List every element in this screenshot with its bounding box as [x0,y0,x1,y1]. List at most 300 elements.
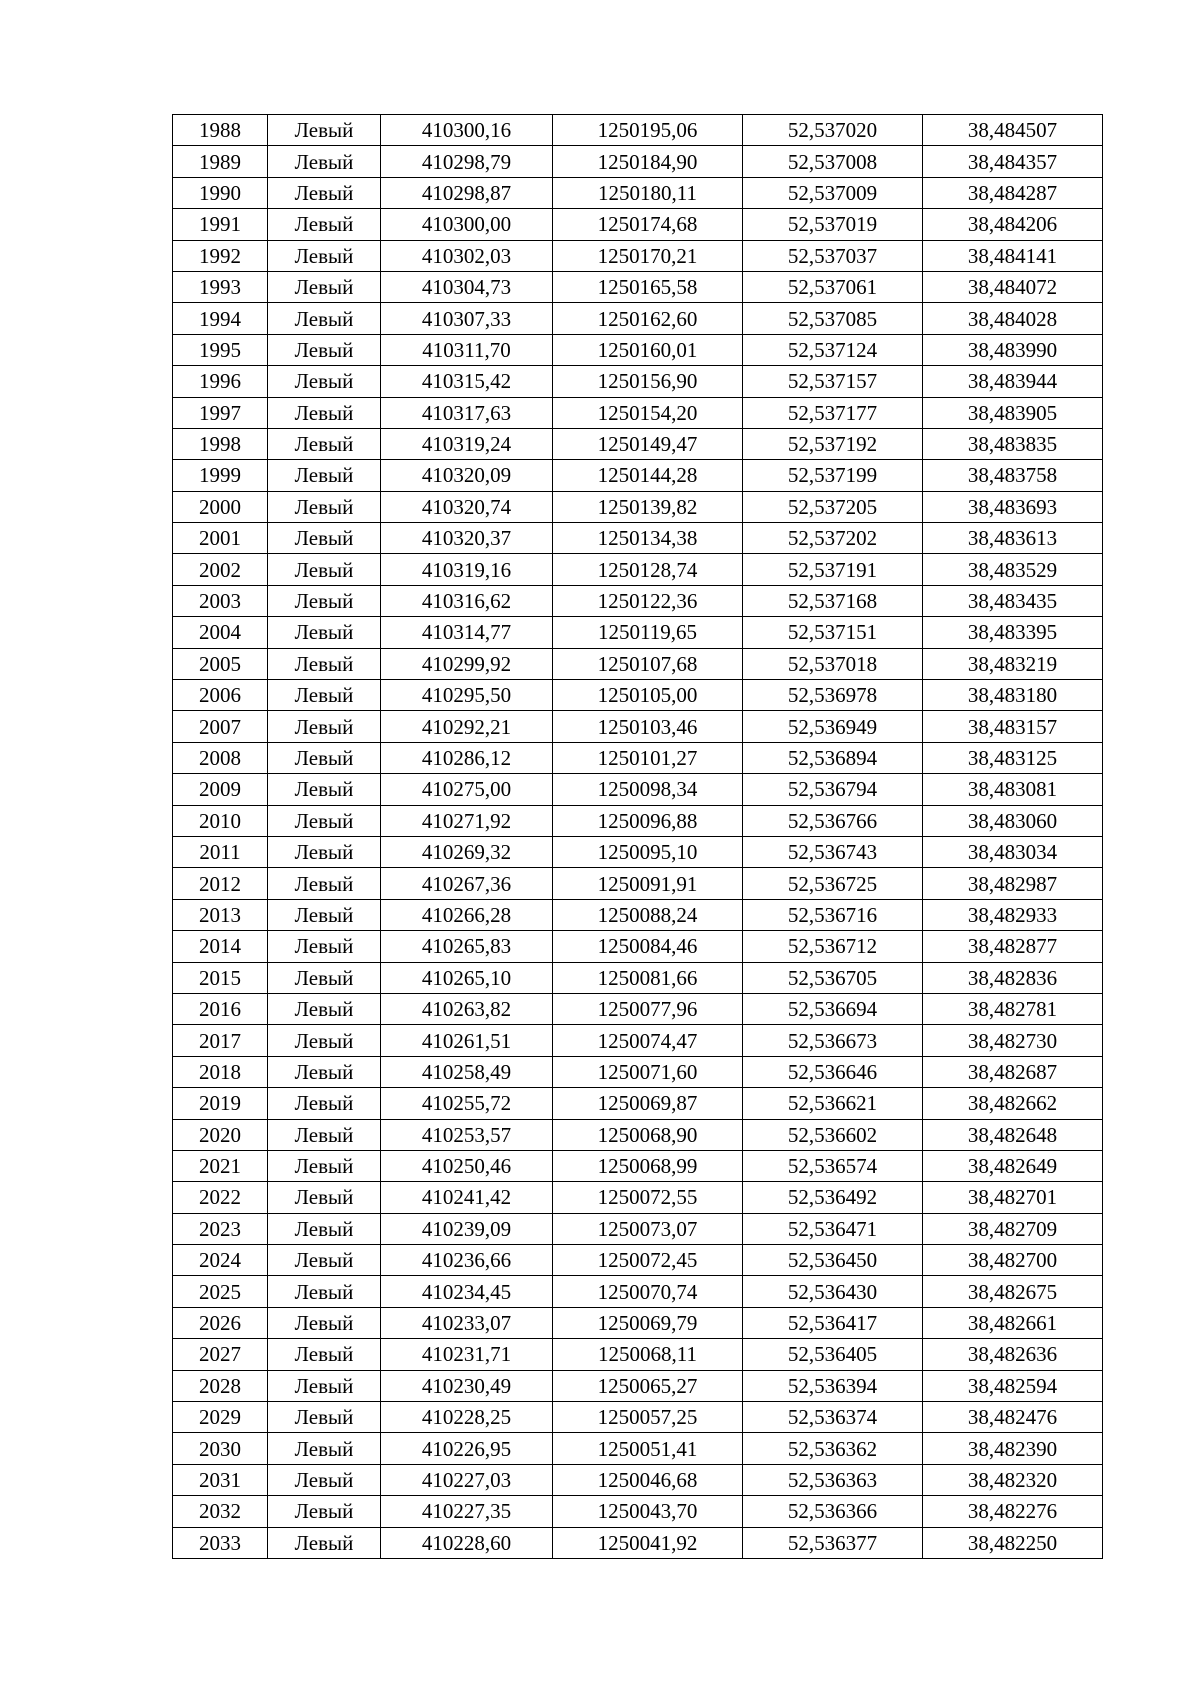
point-number-cell: 1993 [173,271,268,302]
longitude-cell: 38,482701 [923,1182,1103,1213]
longitude-cell: 38,483613 [923,523,1103,554]
point-number-cell: 2019 [173,1088,268,1119]
y-coordinate-cell: 1250051,41 [553,1433,743,1464]
table-row [173,868,1103,899]
longitude-cell: 38,483157 [923,711,1103,742]
point-number-cell: 1992 [173,240,268,271]
point-number-cell: 1988 [173,115,268,146]
y-coordinate-cell: 1250057,25 [553,1402,743,1433]
point-number-cell: 2017 [173,1025,268,1056]
side-cell: Левый [268,1150,381,1181]
x-coordinate-cell: 410320,74 [381,491,553,522]
longitude-cell: 38,483125 [923,742,1103,773]
longitude-cell: 38,482700 [923,1245,1103,1276]
y-coordinate-cell: 1250072,45 [553,1245,743,1276]
x-coordinate-cell: 410316,62 [381,585,553,616]
latitude-cell: 52,537177 [743,397,923,428]
point-number-cell: 2007 [173,711,268,742]
x-coordinate-cell: 410300,00 [381,209,553,240]
latitude-cell: 52,537037 [743,240,923,271]
side-cell: Левый [268,397,381,428]
longitude-cell: 38,483758 [923,460,1103,491]
table-row [173,1056,1103,1087]
x-coordinate-cell: 410230,49 [381,1370,553,1401]
point-number-cell: 2024 [173,1245,268,1276]
x-coordinate-cell: 410317,63 [381,397,553,428]
y-coordinate-cell: 1250069,79 [553,1307,743,1338]
point-number-cell: 2005 [173,648,268,679]
point-number-cell: 2006 [173,680,268,711]
y-coordinate-cell: 1250170,21 [553,240,743,271]
y-coordinate-cell: 1250101,27 [553,742,743,773]
point-number-cell: 2031 [173,1464,268,1495]
side-cell: Левый [268,1119,381,1150]
side-cell: Левый [268,1213,381,1244]
y-coordinate-cell: 1250096,88 [553,805,743,836]
latitude-cell: 52,536794 [743,774,923,805]
x-coordinate-cell: 410228,60 [381,1527,553,1558]
side-cell: Левый [268,805,381,836]
x-coordinate-cell: 410286,12 [381,742,553,773]
side-cell: Левый [268,1307,381,1338]
latitude-cell: 52,536743 [743,836,923,867]
point-number-cell: 2010 [173,805,268,836]
side-cell: Левый [268,240,381,271]
point-number-cell: 1996 [173,366,268,397]
latitude-cell: 52,536949 [743,711,923,742]
longitude-cell: 38,482836 [923,962,1103,993]
table-row [173,115,1103,146]
latitude-cell: 52,536621 [743,1088,923,1119]
y-coordinate-cell: 1250174,68 [553,209,743,240]
latitude-cell: 52,537020 [743,115,923,146]
longitude-cell: 38,482675 [923,1276,1103,1307]
side-cell: Левый [268,742,381,773]
x-coordinate-cell: 410302,03 [381,240,553,271]
point-number-cell: 2029 [173,1402,268,1433]
table-row [173,177,1103,208]
table-row [173,209,1103,240]
y-coordinate-cell: 1250149,47 [553,428,743,459]
table-row [173,1527,1103,1558]
side-cell: Левый [268,1496,381,1527]
longitude-cell: 38,484028 [923,303,1103,334]
latitude-cell: 52,536766 [743,805,923,836]
x-coordinate-cell: 410233,07 [381,1307,553,1338]
side-cell: Левый [268,962,381,993]
x-coordinate-cell: 410255,72 [381,1088,553,1119]
longitude-cell: 38,482648 [923,1119,1103,1150]
y-coordinate-cell: 1250180,11 [553,177,743,208]
y-coordinate-cell: 1250077,96 [553,993,743,1024]
latitude-cell: 52,537157 [743,366,923,397]
table-row [173,680,1103,711]
latitude-cell: 52,536712 [743,931,923,962]
table-row [173,1339,1103,1370]
latitude-cell: 52,537191 [743,554,923,585]
y-coordinate-cell: 1250160,01 [553,334,743,365]
longitude-cell: 38,483219 [923,648,1103,679]
table-row [173,366,1103,397]
side-cell: Левый [268,1056,381,1087]
point-number-cell: 2016 [173,993,268,1024]
table-row [173,899,1103,930]
x-coordinate-cell: 410311,70 [381,334,553,365]
table-row [173,617,1103,648]
side-cell: Левый [268,711,381,742]
side-cell: Левый [268,1370,381,1401]
point-number-cell: 2027 [173,1339,268,1370]
longitude-cell: 38,482390 [923,1433,1103,1464]
x-coordinate-cell: 410263,82 [381,993,553,1024]
point-number-cell: 2012 [173,868,268,899]
x-coordinate-cell: 410226,95 [381,1433,553,1464]
side-cell: Левый [268,1088,381,1119]
y-coordinate-cell: 1250068,90 [553,1119,743,1150]
point-number-cell: 1989 [173,146,268,177]
point-number-cell: 2001 [173,523,268,554]
y-coordinate-cell: 1250043,70 [553,1496,743,1527]
longitude-cell: 38,482781 [923,993,1103,1024]
x-coordinate-cell: 410304,73 [381,271,553,302]
y-coordinate-cell: 1250095,10 [553,836,743,867]
side-cell: Левый [268,271,381,302]
point-number-cell: 1991 [173,209,268,240]
x-coordinate-cell: 410320,37 [381,523,553,554]
table-row [173,1245,1103,1276]
latitude-cell: 52,537019 [743,209,923,240]
latitude-cell: 52,537124 [743,334,923,365]
side-cell: Левый [268,680,381,711]
point-number-cell: 1997 [173,397,268,428]
point-number-cell: 2009 [173,774,268,805]
longitude-cell: 38,482730 [923,1025,1103,1056]
x-coordinate-cell: 410295,50 [381,680,553,711]
longitude-cell: 38,483990 [923,334,1103,365]
longitude-cell: 38,484072 [923,271,1103,302]
side-cell: Левый [268,1245,381,1276]
longitude-cell: 38,482933 [923,899,1103,930]
table-row [173,554,1103,585]
y-coordinate-cell: 1250068,11 [553,1339,743,1370]
y-coordinate-cell: 1250041,92 [553,1527,743,1558]
longitude-cell: 38,482687 [923,1056,1103,1087]
x-coordinate-cell: 410250,46 [381,1150,553,1181]
longitude-cell: 38,483905 [923,397,1103,428]
side-cell: Левый [268,115,381,146]
point-number-cell: 2030 [173,1433,268,1464]
table-row [173,836,1103,867]
table-row [173,805,1103,836]
x-coordinate-cell: 410269,32 [381,836,553,867]
y-coordinate-cell: 1250184,90 [553,146,743,177]
latitude-cell: 52,537009 [743,177,923,208]
latitude-cell: 52,536725 [743,868,923,899]
x-coordinate-cell: 410228,25 [381,1402,553,1433]
table-row [173,1182,1103,1213]
x-coordinate-cell: 410300,16 [381,115,553,146]
table-row [173,1370,1103,1401]
x-coordinate-cell: 410253,57 [381,1119,553,1150]
longitude-cell: 38,484206 [923,209,1103,240]
point-number-cell: 2002 [173,554,268,585]
x-coordinate-cell: 410265,83 [381,931,553,962]
point-number-cell: 2015 [173,962,268,993]
table-row [173,711,1103,742]
y-coordinate-cell: 1250195,06 [553,115,743,146]
y-coordinate-cell: 1250071,60 [553,1056,743,1087]
latitude-cell: 52,536374 [743,1402,923,1433]
x-coordinate-cell: 410227,03 [381,1464,553,1495]
longitude-cell: 38,482320 [923,1464,1103,1495]
table-row [173,1025,1103,1056]
side-cell: Левый [268,648,381,679]
table-row [173,1119,1103,1150]
longitude-cell: 38,483944 [923,366,1103,397]
side-cell: Левый [268,774,381,805]
y-coordinate-cell: 1250128,74 [553,554,743,585]
longitude-cell: 38,483081 [923,774,1103,805]
side-cell: Левый [268,1402,381,1433]
table-row [173,303,1103,334]
longitude-cell: 38,483435 [923,585,1103,616]
latitude-cell: 52,537168 [743,585,923,616]
x-coordinate-cell: 410231,71 [381,1339,553,1370]
x-coordinate-cell: 410271,92 [381,805,553,836]
table-body [173,115,1103,1559]
y-coordinate-cell: 1250139,82 [553,491,743,522]
latitude-cell: 52,536430 [743,1276,923,1307]
longitude-cell: 38,483180 [923,680,1103,711]
x-coordinate-cell: 410261,51 [381,1025,553,1056]
y-coordinate-cell: 1250098,34 [553,774,743,805]
latitude-cell: 52,537199 [743,460,923,491]
x-coordinate-cell: 410292,21 [381,711,553,742]
latitude-cell: 52,536471 [743,1213,923,1244]
y-coordinate-cell: 1250103,46 [553,711,743,742]
longitude-cell: 38,482649 [923,1150,1103,1181]
longitude-cell: 38,482709 [923,1213,1103,1244]
y-coordinate-cell: 1250046,68 [553,1464,743,1495]
x-coordinate-cell: 410241,42 [381,1182,553,1213]
longitude-cell: 38,483693 [923,491,1103,522]
longitude-cell: 38,482661 [923,1307,1103,1338]
table-row [173,1276,1103,1307]
latitude-cell: 52,536362 [743,1433,923,1464]
latitude-cell: 52,536405 [743,1339,923,1370]
table-row [173,742,1103,773]
table-row [173,1150,1103,1181]
side-cell: Левый [268,1339,381,1370]
point-number-cell: 2032 [173,1496,268,1527]
latitude-cell: 52,536694 [743,993,923,1024]
y-coordinate-cell: 1250154,20 [553,397,743,428]
longitude-cell: 38,483529 [923,554,1103,585]
side-cell: Левый [268,617,381,648]
longitude-cell: 38,482250 [923,1527,1103,1558]
x-coordinate-cell: 410307,33 [381,303,553,334]
side-cell: Левый [268,1527,381,1558]
y-coordinate-cell: 1250074,47 [553,1025,743,1056]
table-row [173,1402,1103,1433]
point-number-cell: 2025 [173,1276,268,1307]
side-cell: Левый [268,1433,381,1464]
table-row [173,523,1103,554]
point-number-cell: 1995 [173,334,268,365]
latitude-cell: 52,536705 [743,962,923,993]
side-cell: Левый [268,1025,381,1056]
longitude-cell: 38,482594 [923,1370,1103,1401]
longitude-cell: 38,482476 [923,1402,1103,1433]
longitude-cell: 38,484507 [923,115,1103,146]
point-number-cell: 2004 [173,617,268,648]
point-number-cell: 2033 [173,1527,268,1558]
longitude-cell: 38,482662 [923,1088,1103,1119]
y-coordinate-cell: 1250070,74 [553,1276,743,1307]
x-coordinate-cell: 410298,79 [381,146,553,177]
latitude-cell: 52,537008 [743,146,923,177]
y-coordinate-cell: 1250165,58 [553,271,743,302]
x-coordinate-cell: 410315,42 [381,366,553,397]
y-coordinate-cell: 1250119,65 [553,617,743,648]
y-coordinate-cell: 1250156,90 [553,366,743,397]
side-cell: Левый [268,931,381,962]
y-coordinate-cell: 1250091,91 [553,868,743,899]
table-row [173,993,1103,1024]
side-cell: Левый [268,303,381,334]
latitude-cell: 52,536450 [743,1245,923,1276]
y-coordinate-cell: 1250162,60 [553,303,743,334]
table-row [173,334,1103,365]
y-coordinate-cell: 1250144,28 [553,460,743,491]
side-cell: Левый [268,868,381,899]
point-number-cell: 2022 [173,1182,268,1213]
side-cell: Левый [268,209,381,240]
point-number-cell: 2026 [173,1307,268,1338]
point-number-cell: 1999 [173,460,268,491]
side-cell: Левый [268,146,381,177]
side-cell: Левый [268,836,381,867]
table-row [173,1496,1103,1527]
y-coordinate-cell: 1250088,24 [553,899,743,930]
point-number-cell: 2013 [173,899,268,930]
y-coordinate-cell: 1250081,66 [553,962,743,993]
side-cell: Левый [268,177,381,208]
x-coordinate-cell: 410299,92 [381,648,553,679]
x-coordinate-cell: 410234,45 [381,1276,553,1307]
point-number-cell: 2008 [173,742,268,773]
table-row [173,1307,1103,1338]
side-cell: Левый [268,334,381,365]
y-coordinate-cell: 1250084,46 [553,931,743,962]
latitude-cell: 52,536673 [743,1025,923,1056]
side-cell: Левый [268,491,381,522]
point-number-cell: 2000 [173,491,268,522]
longitude-cell: 38,482636 [923,1339,1103,1370]
y-coordinate-cell: 1250134,38 [553,523,743,554]
y-coordinate-cell: 1250072,55 [553,1182,743,1213]
x-coordinate-cell: 410314,77 [381,617,553,648]
point-number-cell: 2020 [173,1119,268,1150]
coordinates-table [172,114,1103,1559]
x-coordinate-cell: 410258,49 [381,1056,553,1087]
x-coordinate-cell: 410239,09 [381,1213,553,1244]
latitude-cell: 52,536894 [743,742,923,773]
side-cell: Левый [268,899,381,930]
point-number-cell: 2018 [173,1056,268,1087]
x-coordinate-cell: 410319,24 [381,428,553,459]
y-coordinate-cell: 1250107,68 [553,648,743,679]
latitude-cell: 52,536602 [743,1119,923,1150]
latitude-cell: 52,537018 [743,648,923,679]
x-coordinate-cell: 410236,66 [381,1245,553,1276]
y-coordinate-cell: 1250105,00 [553,680,743,711]
table-row [173,146,1103,177]
y-coordinate-cell: 1250122,36 [553,585,743,616]
x-coordinate-cell: 410227,35 [381,1496,553,1527]
point-number-cell: 2003 [173,585,268,616]
y-coordinate-cell: 1250068,99 [553,1150,743,1181]
latitude-cell: 52,536366 [743,1496,923,1527]
table-row [173,1088,1103,1119]
point-number-cell: 1998 [173,428,268,459]
longitude-cell: 38,484141 [923,240,1103,271]
x-coordinate-cell: 410319,16 [381,554,553,585]
latitude-cell: 52,537085 [743,303,923,334]
x-coordinate-cell: 410265,10 [381,962,553,993]
y-coordinate-cell: 1250073,07 [553,1213,743,1244]
latitude-cell: 52,537151 [743,617,923,648]
table-row [173,1433,1103,1464]
side-cell: Левый [268,366,381,397]
point-number-cell: 2011 [173,836,268,867]
latitude-cell: 52,537202 [743,523,923,554]
side-cell: Левый [268,585,381,616]
point-number-cell: 2023 [173,1213,268,1244]
side-cell: Левый [268,554,381,585]
x-coordinate-cell: 410275,00 [381,774,553,805]
longitude-cell: 38,484357 [923,146,1103,177]
point-number-cell: 1990 [173,177,268,208]
longitude-cell: 38,482877 [923,931,1103,962]
point-number-cell: 2021 [173,1150,268,1181]
x-coordinate-cell: 410298,87 [381,177,553,208]
latitude-cell: 52,536377 [743,1527,923,1558]
latitude-cell: 52,537192 [743,428,923,459]
side-cell: Левый [268,1464,381,1495]
table-row [173,962,1103,993]
table-row [173,271,1103,302]
table-row [173,585,1103,616]
side-cell: Левый [268,428,381,459]
table-row [173,428,1103,459]
table-row [173,1213,1103,1244]
latitude-cell: 52,536417 [743,1307,923,1338]
latitude-cell: 52,536716 [743,899,923,930]
table-row [173,1464,1103,1495]
table-row [173,931,1103,962]
longitude-cell: 38,483395 [923,617,1103,648]
table-row [173,648,1103,679]
longitude-cell: 38,482276 [923,1496,1103,1527]
table-row [173,774,1103,805]
side-cell: Левый [268,460,381,491]
latitude-cell: 52,536574 [743,1150,923,1181]
side-cell: Левый [268,1276,381,1307]
y-coordinate-cell: 1250065,27 [553,1370,743,1401]
side-cell: Левый [268,993,381,1024]
longitude-cell: 38,483034 [923,836,1103,867]
